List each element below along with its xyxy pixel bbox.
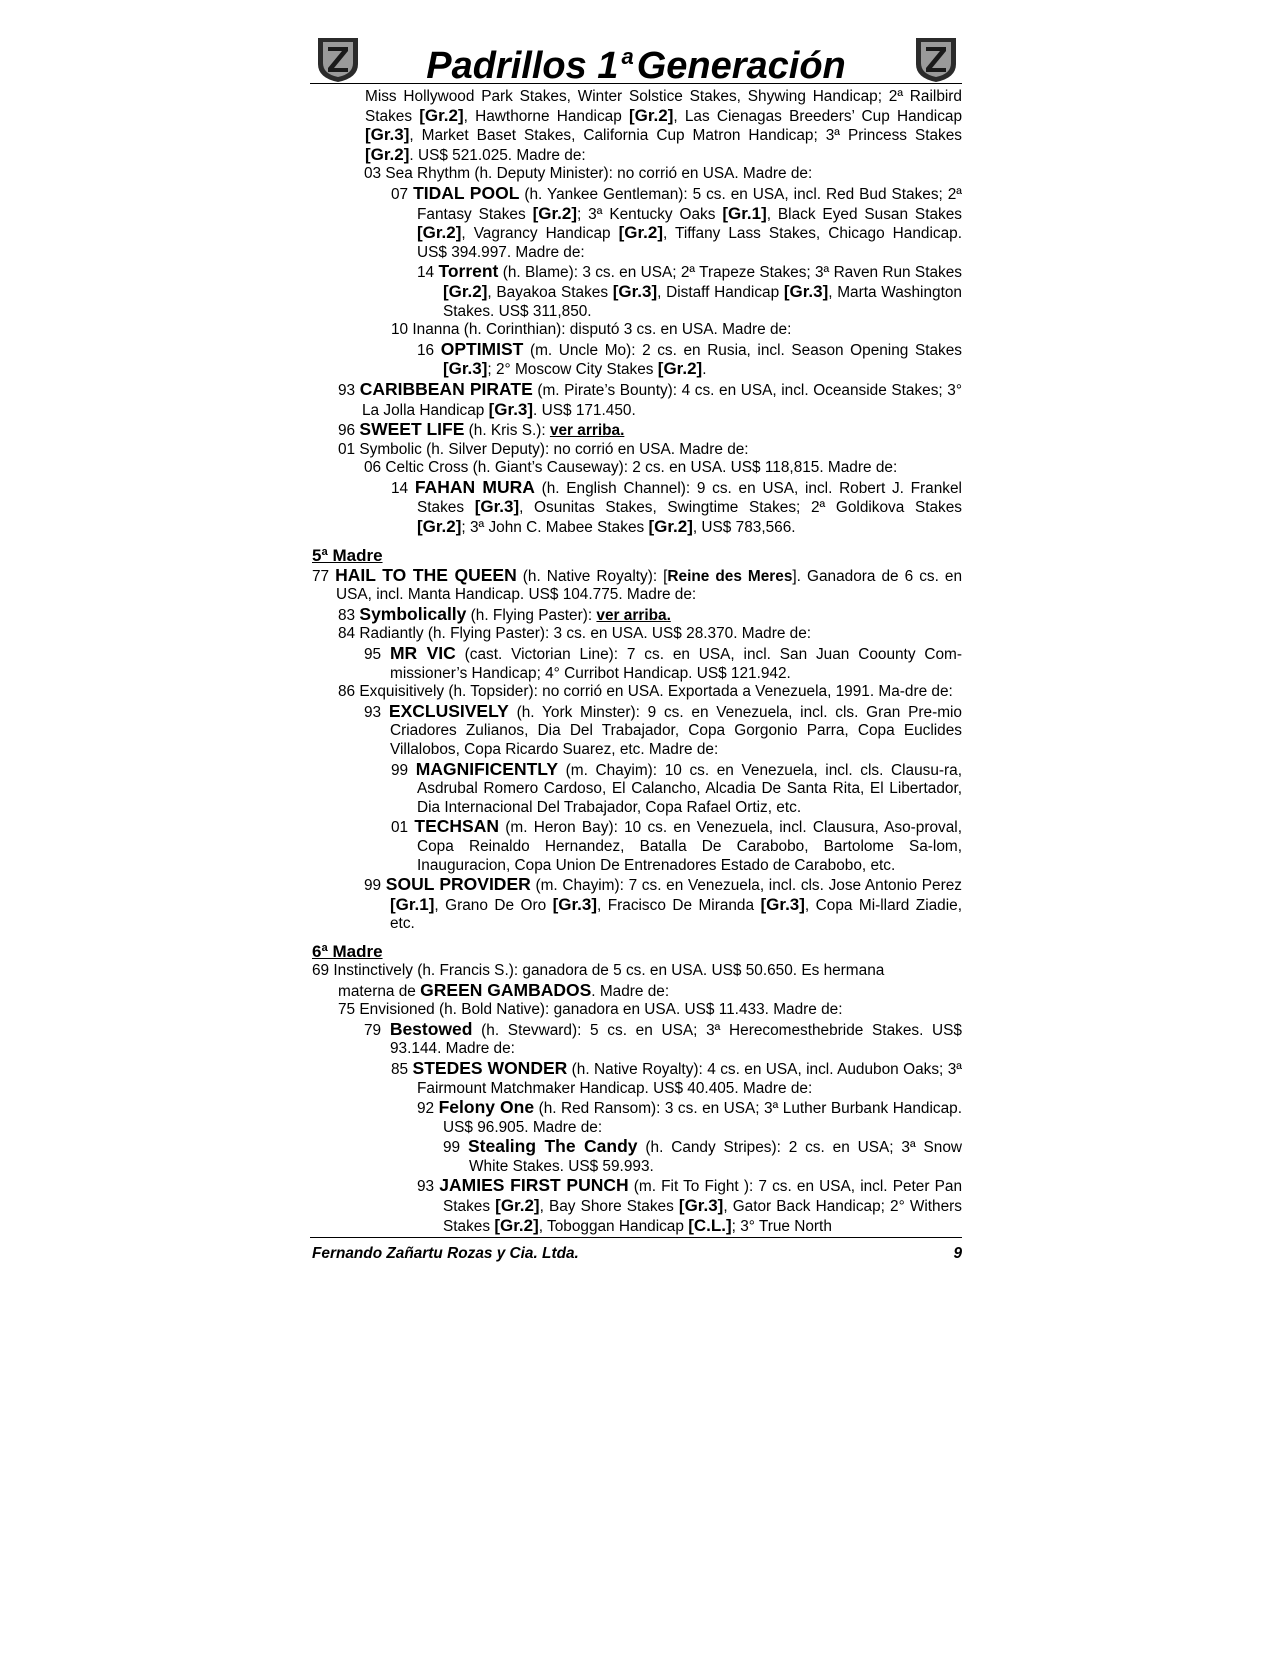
pedigree-entry: 03 Sea Rhythm (h. Deputy Minister): no corrió en USA. Madre de: <box>364 165 813 183</box>
cross-reference: ver arriba. <box>596 606 671 624</box>
footer-rule <box>310 1237 962 1238</box>
page-header <box>310 32 962 88</box>
pedigree-entry: 01 Symbolic (h. Silver Deputy): no corrió en USA. Madre de: <box>338 440 749 458</box>
zanartu-logo-icon <box>912 34 960 84</box>
pedigree-entry: 14 Torrent (h. Blame): 3 cs. en USA; 2ª Trapeze Stakes; 3ª Raven Run Stakes [Gr.2], Bayakoa Stakes [Gr.3], Distaff Handicap [Gr.3], Marta Washington Stakes. US$ 311,850. <box>417 261 962 320</box>
pedigree-entry: 92 Felony One (h. Red Ransom): 3 cs. en USA; 3ª Luther Burbank Handicap. US$ 96.905. Madre de: <box>417 1097 962 1136</box>
pedigree-entry: 93 CARIBBEAN PIRATE (m. Pirate’s Bounty): 4 cs. en USA, incl. Oceanside Stakes; 3° La Jolla Handicap [Gr.3]. US$ 171.450. <box>338 378 962 419</box>
pedigree-entry: 99 SOUL PROVIDER (m. Chayim): 7 cs. en Venezuela, incl. cls. Jose Antonio Perez [Gr.1], Grano De Oro [Gr.3], Fracisco De Miranda [Gr.3], Copa Mi-llard Ziadie, etc. <box>364 874 962 933</box>
pedigree-entry: 99 Stealing The Candy (h. Candy Stripes): 2 cs. en USA; 3ª Snow White Stakes. US$ 59.993. <box>443 1136 962 1175</box>
page-title: Padrillos 1 $^a$Generación <box>426 44 846 87</box>
pedigree-entry: 06 Celtic Cross (h. Giant’s Causeway): 2 cs. en USA. US$ 118,815. Madre de: <box>364 459 898 477</box>
pedigree-entry: 99 MAGNIFICENTLY (m. Chayim): 10 cs. en Venezuela, incl. cls. Clausu-ra, Asdrubal Romero Cardoso, El Calancho, Alcadia De Santa Rita, El Libertador, Dia Internacional Del Trabajador, Copa Rafael Ortiz, etc. <box>391 758 962 816</box>
pedigree-entry: 93 JAMIES FIRST PUNCH (m. Fit To Fight ): 7 cs. en USA, incl. Peter Pan Stakes [Gr.2], Bay Shore Stakes [Gr.3], Gator Back Handicap; 2° Withers Stakes [Gr.2], Toboggan Handicap [C.L.]; 3° True North <box>417 1175 963 1235</box>
pedigree-entry: 75 Envisioned (h. Bold Native): ganadora en USA. US$ 11.433. Madre de: <box>338 1001 843 1019</box>
footer-company: Fernando Zañartu Rozas y Cia. Ltda. <box>312 1245 579 1262</box>
pedigree-entry: 95 MR VIC (cast. Victorian Line): 7 cs. en USA, incl. San Juan Coounty Com-missioner’s Handicap; 4° Curribot Handicap. US$ 121.942. <box>364 643 962 682</box>
pedigree-entry: 96 SWEET LIFE (h. Kris S.): ver arriba. <box>338 419 625 440</box>
pedigree-entry: 01 TECHSAN (m. Heron Bay): 10 cs. en Venezuela, incl. Clausura, Aso-proval, Copa Reinaldo Hernandez, Batalla De Carabobo, Bartolome Sa-lom, Inauguracion, Copa Union De Entrenadores Estado de Carabobo, etc. <box>391 816 962 874</box>
pedigree-entry: 16 OPTIMIST (m. Uncle Mo): 2 cs. en Rusia, incl. Season Opening Stakes [Gr.3]; 2° Moscow City Stakes [Gr.2]. <box>417 338 962 379</box>
pedigree-entry: 83 Symbolically (h. Flying Paster): ver arriba. <box>338 603 671 624</box>
page-number: 9 <box>953 1245 962 1262</box>
pedigree-entry: 85 STEDES WONDER (h. Native Royalty): 4 cs. en USA, incl. Audubon Oaks; 3ª Fairmount Matchmaker Handicap. US$ 40.405. Madre de: <box>391 1057 962 1097</box>
pedigree-entry: 14 FAHAN MURA (h. English Channel): 9 cs. en USA, incl. Robert J. Frankel Stakes [Gr.3], Osunitas Stakes, Swingtime Stakes; 2ª Goldikova Stakes [Gr.2]; 3ª John C. Mabee Stakes [Gr.2], US$ 783,566. <box>391 476 963 537</box>
pedigree-entry: 79 Bestowed (h. Stevward): 5 cs. en USA; 3ª Herecomesthebride Stakes. US$ 93.144. Madre de: <box>364 1018 962 1058</box>
section-heading-6th-dam: 6ª Madre <box>312 941 383 961</box>
pedigree-entry: 69 Instinctively (h. Francis S.): ganadora de 5 cs. en USA. US$ 50.650. Es hermana materna de GREEN GAMBADOS. Madre de: <box>312 961 885 1000</box>
zanartu-logo-icon <box>314 34 362 84</box>
pedigree-entry: 10 Inanna (h. Corinthian): disputó 3 cs. en USA. Madre de: <box>391 321 792 339</box>
pedigree-entry: 07 TIDAL POOL (h. Yankee Gentleman): 5 cs. en USA, incl. Red Bud Stakes; 2ª Fantasy Stakes [Gr.2]; 3ª Kentucky Oaks [Gr.1], Black Eyed Susan Stakes [Gr.2], Vagrancy Handicap [Gr.2], Tiffany Lass Stakes, Chicago Handicap. US$ 394.997. Madre de: <box>391 182 963 261</box>
header-rule <box>310 83 962 84</box>
pedigree-entry: 84 Radiantly (h. Flying Paster): 3 cs. en USA. US$ 28.370. Madre de: <box>338 625 812 643</box>
cross-reference: ver arriba. <box>549 422 625 440</box>
page-footer <box>312 1245 962 1263</box>
pedigree-content <box>312 88 962 1236</box>
pedigree-entry: 77 HAIL TO THE QUEEN (h. Native Royalty): [Reine des Meres]. Ganadora de 6 cs. en USA, incl. Manta Handicap. US$ 104.775. Madre de: <box>312 564 963 604</box>
pedigree-entry: 93 EXCLUSIVELY (h. York Minster): 9 cs. en Venezuela, incl. cls. Gran Pre-mio Criadores Zulianos, Dia Del Trabajador, Copa Gorgonio Parra, Copa Euclides Villalobos, Copa Ricardo Suarez, etc. Madre de: <box>364 700 962 758</box>
pedigree-entry: 86 Exquisitively (h. Topsider): no corrió en USA. Exportada a Venezuela, 1991. Ma-dre de: <box>338 683 953 701</box>
pedigree-entry: Miss Hollywood Park Stakes, Winter Solstice Stakes, Shywing Handicap; 2ª Railbird Stakes [Gr.2], Hawthorne Handicap [Gr.2], Las Cienagas Breeders’ Cup Handicap [Gr.3], Market Baset Stakes, California Cup Matron Handicap; 3ª Princess Stakes [Gr.2]. US$ 521.025. Madre de: <box>365 88 963 164</box>
section-heading-5th-dam: 5ª Madre <box>312 545 383 565</box>
